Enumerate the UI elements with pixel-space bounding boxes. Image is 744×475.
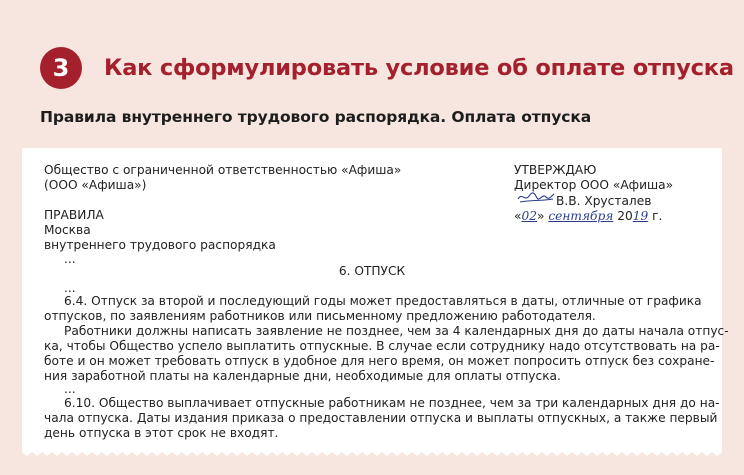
paragraph-line: 6.10. Общество выплачивает отпускные работникам не позднее, чем за три календарных дня до на- [64,396,720,410]
organization-short-name: (ООО «Афиша») [44,178,147,192]
date-year-suffix: 19 [632,209,649,223]
approval-heading: УТВЕРЖДАЮ [514,163,597,177]
ellipsis: ... [64,281,76,295]
date-year-prefix: 20 [617,209,633,223]
approval-position: Директор ООО «Афиша» [514,178,674,192]
organization-name: Общество с ограниченной ответственностью «Афиша» [44,163,402,177]
paragraph-line: ка, чтобы Общество успело выплатить отпускные. В случае если сотруднику надо отсутствовать на ра- [44,339,720,353]
date-month: сентября [548,209,614,223]
ellipsis: ... [64,252,76,266]
ellipsis: ... [64,382,76,396]
doc-title: внутреннего трудового распорядка [44,238,276,252]
paragraph-line: чала отпуска. Даты издания приказа о предоставлении отпуска и выплаты отпускных, а также первый [44,411,718,425]
paragraph-line: 6.4. Отпуск за второй и последующий годы может предоставляться в даты, отличные от графика [64,294,702,308]
paragraph-line: отпусков, по заявлениям работников или письменному предложению работодателя. [44,309,596,323]
doc-city: Москва [44,223,91,237]
approval-name: В.В. Хрусталев [556,194,652,208]
step-number-badge: 3 [40,47,82,89]
section-heading: 6. ОТПУСК [338,264,406,278]
section-header [40,47,734,89]
paragraph-line: Работники должны написать заявление не позднее, чем за 4 календарных дня до даты начала отпус- [64,324,729,338]
date-year-unit: г. [652,209,663,223]
doc-type: ПРАВИЛА [44,208,104,222]
paragraph-line: боте и он может требовать отпуск в удобное для него время, он может попросить отпуск без сохране- [44,354,715,368]
director-signature [516,190,556,204]
date-close-quote: » [536,209,545,223]
date-open-quote: « [514,209,522,223]
document-subtitle: Правила внутреннего трудового распорядка. Оплата отпуска [40,108,592,126]
paragraph-line: день отпуска в этот срок не входят. [44,426,279,440]
approval-date [514,209,662,224]
section-title: Как сформулировать условие об оплате отпуска [104,55,734,81]
paragraph-line: ния заработной платы на календарные дни, необходимые для оплаты отпуска. [44,369,561,383]
date-day: 02 [521,209,537,223]
torn-edge [22,446,722,460]
